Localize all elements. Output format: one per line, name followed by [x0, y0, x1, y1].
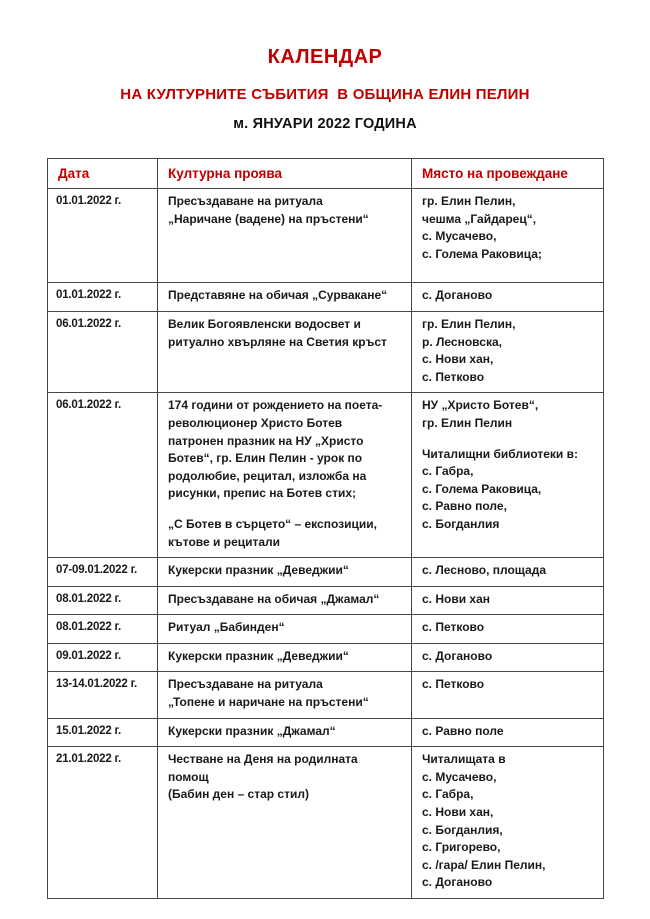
text-line: с. Нови хан,	[422, 352, 494, 367]
text-line: с. Голема Раковица,	[422, 481, 542, 496]
text-line: с. Нови хан	[422, 591, 491, 606]
text-line: чешма „Гайдарец“,	[422, 211, 537, 226]
text-line: НУ „Христо Ботев“,	[422, 398, 539, 413]
event-date: 09.01.2022 г.	[48, 643, 158, 672]
event-date: 08.01.2022 г.	[48, 615, 158, 644]
event-date: 07-09.01.2022 г.	[48, 558, 158, 587]
text-line: родолюбие, рецитал, изложба на	[168, 468, 367, 483]
text-line: Пресъздаване на ритуала	[168, 194, 323, 208]
page-title: КАЛЕНДАР	[267, 46, 383, 68]
text-line: с. Равно поле	[422, 723, 504, 738]
event-date: 06.01.2022 г.	[48, 311, 158, 392]
text-line: с. /гара/ Елин Пелин,	[422, 857, 546, 872]
event-location	[412, 586, 604, 615]
line-spacer	[422, 434, 597, 447]
event-date: 08.01.2022 г.	[48, 586, 158, 615]
text-line: с. Петково	[422, 620, 485, 635]
event-location	[412, 311, 604, 392]
text-line: Кукерски празник „Джамал“	[168, 723, 336, 738]
event-date: 21.01.2022 г.	[48, 747, 158, 899]
text-line: рисунки, препис на Ботев стих;	[168, 486, 357, 501]
text-line: Кукерски празник „Деведжии“	[168, 648, 349, 663]
table-row	[48, 643, 604, 672]
text-line: Ритуал „Бабинден“	[168, 620, 285, 635]
text-line: с. Богданлия,	[422, 822, 503, 837]
table-row	[48, 558, 604, 587]
header-row	[48, 159, 604, 189]
event-date: 13-14.01.2022 г.	[48, 672, 158, 718]
text-line: Кукерски празник „Деведжии“	[168, 563, 349, 578]
event-description	[158, 189, 412, 283]
document-header	[0, 0, 650, 132]
text-line: патронен празник на НУ „Христо	[168, 433, 364, 448]
text-line: Честване на Деня на родилната	[168, 752, 358, 767]
event-description	[158, 747, 412, 899]
table-row	[48, 672, 604, 718]
event-location	[412, 283, 604, 312]
text-line: Пресъздаване на ритуала	[168, 677, 323, 692]
text-line: Велик Богоявленски водосвет и	[168, 316, 361, 331]
event-description	[158, 586, 412, 615]
text-line: с. Доганово	[422, 875, 493, 890]
text-line: революционер Христо Ботев	[168, 415, 343, 430]
events-table-head	[48, 159, 604, 189]
event-location	[412, 189, 604, 283]
event-location	[412, 558, 604, 587]
event-description	[158, 718, 412, 747]
table-row	[48, 615, 604, 644]
text-line: Пресъздаване на обичая „Джамал“	[168, 591, 380, 606]
event-description	[158, 615, 412, 644]
text-line: с. Нови хан,	[422, 805, 494, 820]
text-line: с. Мусачево,	[422, 229, 497, 244]
text-line: с. Лесново, площада	[422, 563, 547, 578]
event-location	[412, 643, 604, 672]
text-line: с. Мусачево,	[422, 769, 497, 784]
events-table-body	[48, 189, 604, 899]
text-line: 174 години от рождението на поета-	[168, 398, 383, 413]
text-line: с. Доганово	[422, 288, 493, 303]
line-spacer	[422, 264, 597, 277]
event-description	[158, 643, 412, 672]
header-date: Дата	[48, 159, 158, 189]
text-line: с. Григорево,	[422, 840, 501, 855]
text-line: с. Петково	[422, 677, 485, 692]
text-line: „Наричане (вадене) на пръстени“	[168, 211, 369, 226]
event-description	[158, 311, 412, 392]
event-date: 15.01.2022 г.	[48, 718, 158, 747]
text-line: с. Богданлия	[422, 516, 500, 531]
event-date: 01.01.2022 г.	[48, 283, 158, 312]
text-line: (Бабин ден – стар стил)	[168, 787, 309, 802]
text-line: гр. Елин Пелин	[422, 415, 513, 430]
event-location	[412, 393, 604, 558]
event-description	[158, 672, 412, 718]
table-row	[48, 393, 604, 558]
event-date: 06.01.2022 г.	[48, 393, 158, 558]
text-line: гр. Елин Пелин,	[422, 316, 516, 331]
text-line: с. Габра,	[422, 787, 474, 802]
line-spacer	[168, 504, 405, 517]
table-row	[48, 283, 604, 312]
text-line: кътове и рецитали	[168, 534, 281, 549]
page-subtitle: НА КУЛТУРНИТЕ СЪБИТИЯ В ОБЩИНА ЕЛИН ПЕЛИН	[120, 86, 530, 103]
page-period: м. ЯНУАРИ 2022 ГОДИНА	[233, 116, 417, 132]
event-location	[412, 672, 604, 718]
event-location	[412, 615, 604, 644]
text-line: с. Петково	[422, 369, 485, 384]
text-line: Представяне на обичая „Сурвакане“	[168, 288, 388, 303]
text-line: „Топене и наричане на пръстени“	[168, 695, 369, 710]
table-row	[48, 189, 604, 283]
text-line: Ботев“, гр. Елин Пелин - урок по	[168, 451, 363, 466]
table-row	[48, 311, 604, 392]
text-line: р. Лесновска,	[422, 334, 502, 349]
text-line: с. Габра,	[422, 464, 474, 479]
event-location	[412, 718, 604, 747]
text-line: гр. Елин Пелин,	[422, 194, 516, 208]
text-line: Читалищата в	[422, 752, 506, 767]
text-line: Читалищни библиотеки в:	[422, 446, 579, 461]
table-row	[48, 586, 604, 615]
event-description	[158, 283, 412, 312]
table-row	[48, 718, 604, 747]
events-table	[47, 158, 604, 899]
header-place: Място на провеждане	[412, 159, 604, 189]
text-line: помощ	[168, 769, 209, 784]
event-date: 01.01.2022 г.	[48, 189, 158, 283]
event-description	[158, 393, 412, 558]
table-row	[48, 747, 604, 899]
text-line: с. Равно поле,	[422, 499, 507, 514]
text-line: „С Ботев в сърцето“ – експозиции,	[168, 516, 377, 531]
text-line: с. Доганово	[422, 648, 493, 663]
event-location	[412, 747, 604, 899]
event-description	[158, 558, 412, 587]
text-line: ритуално хвърляне на Светия кръст	[168, 334, 387, 349]
text-line: с. Голема Раковица;	[422, 246, 542, 261]
header-event: Културна проява	[158, 159, 412, 189]
